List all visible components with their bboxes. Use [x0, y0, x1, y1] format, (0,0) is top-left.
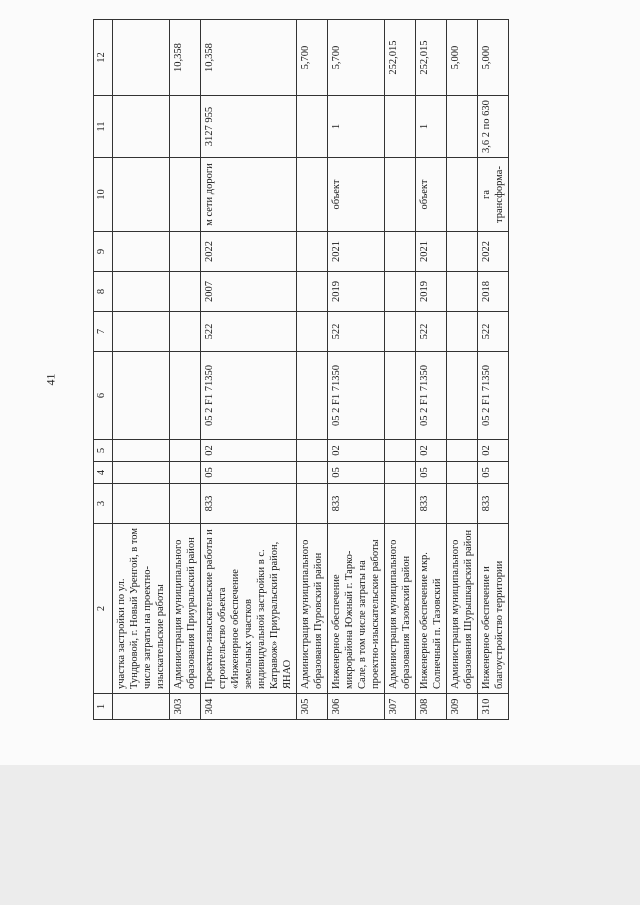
value-cell: [447, 484, 478, 524]
table-row: [328, 20, 385, 720]
row-number-cell: [113, 694, 170, 720]
value-cell: [447, 272, 478, 312]
header-cell: 12: [94, 20, 113, 96]
value-cell: объект: [416, 158, 447, 232]
table-row: [416, 20, 447, 720]
header-cell: 2: [94, 524, 113, 694]
item-name-cell: Проектно-изыскательские работы и строительство объекта «Инженерное обеспечение земельных участков индивидуальной застройки в с. Катравож» Приуральский район, ЯНАО: [201, 524, 297, 694]
item-name-cell: Инженерное обеспечение мкр. Солнечный п. Тазовский: [416, 524, 447, 694]
value-cell: м сети дороги: [201, 158, 297, 232]
value-cell: [113, 484, 170, 524]
value-cell: 02: [328, 440, 385, 462]
value-cell: 833: [478, 484, 509, 524]
value-cell: [113, 272, 170, 312]
value-cell: 10,358: [201, 20, 297, 96]
value-cell: [297, 232, 328, 272]
value-cell: 2019: [416, 272, 447, 312]
value-cell: [113, 440, 170, 462]
item-name-cell: Инженерное обеспечение и благоустройство территории: [478, 524, 509, 694]
value-cell: 833: [201, 484, 297, 524]
value-cell: [113, 158, 170, 232]
header-row: [94, 20, 113, 720]
table-row: [478, 20, 509, 720]
value-cell: [170, 96, 201, 158]
value-cell: 833: [328, 484, 385, 524]
item-name-cell: Администрация муниципального образования Тазовский район: [385, 524, 416, 694]
value-cell: [385, 96, 416, 158]
value-cell: 05 2 F1 71350: [478, 352, 509, 440]
value-cell: 02: [478, 440, 509, 462]
value-cell: [170, 440, 201, 462]
value-cell: [385, 484, 416, 524]
value-cell: 2021: [416, 232, 447, 272]
value-cell: 5,700: [328, 20, 385, 96]
value-cell: [297, 272, 328, 312]
value-cell: [170, 232, 201, 272]
value-cell: [297, 352, 328, 440]
value-cell: [170, 462, 201, 484]
value-cell: [447, 96, 478, 158]
table-row: [447, 20, 478, 720]
value-cell: [170, 272, 201, 312]
value-cell: 2007: [201, 272, 297, 312]
value-cell: 1: [416, 96, 447, 158]
value-cell: га трансформа-: [478, 158, 509, 232]
value-cell: 2022: [201, 232, 297, 272]
item-name-cell: Администрация муниципального образования Пуровский район: [297, 524, 328, 694]
value-cell: 05: [416, 462, 447, 484]
value-cell: [447, 312, 478, 352]
value-cell: 3127 955: [201, 96, 297, 158]
value-cell: 522: [416, 312, 447, 352]
table-row: [297, 20, 328, 720]
value-cell: 252,015: [416, 20, 447, 96]
value-cell: [447, 462, 478, 484]
header-cell: 6: [94, 352, 113, 440]
table-row: [385, 20, 416, 720]
value-cell: 3,6 2 по 630: [478, 96, 509, 158]
value-cell: 522: [478, 312, 509, 352]
value-cell: 2019: [328, 272, 385, 312]
row-number-cell: 307: [385, 694, 416, 720]
value-cell: 833: [416, 484, 447, 524]
header-cell: 8: [94, 272, 113, 312]
value-cell: 02: [201, 440, 297, 462]
value-cell: 522: [201, 312, 297, 352]
value-cell: [447, 232, 478, 272]
value-cell: [113, 232, 170, 272]
item-name-cell: Администрация муниципального образования Шурышкарский район: [447, 524, 478, 694]
row-number-cell: 305: [297, 694, 328, 720]
page-number: 41: [43, 373, 58, 386]
header-cell: 10: [94, 158, 113, 232]
table-row: [170, 20, 201, 720]
value-cell: 05 2 F1 71350: [201, 352, 297, 440]
value-cell: 10,358: [170, 20, 201, 96]
value-cell: объект: [328, 158, 385, 232]
budget-table: [93, 19, 509, 720]
value-cell: [447, 440, 478, 462]
value-cell: [297, 96, 328, 158]
value-cell: 5,000: [478, 20, 509, 96]
header-cell: 5: [94, 440, 113, 462]
value-cell: 2022: [478, 232, 509, 272]
value-cell: 522: [328, 312, 385, 352]
value-cell: 02: [416, 440, 447, 462]
item-name-cell: Администрация муниципального образования Приуральский район: [170, 524, 201, 694]
value-cell: [170, 158, 201, 232]
value-cell: [113, 20, 170, 96]
value-cell: 252,015: [385, 20, 416, 96]
value-cell: [113, 312, 170, 352]
value-cell: [385, 462, 416, 484]
value-cell: [385, 352, 416, 440]
value-cell: [385, 440, 416, 462]
value-cell: [297, 484, 328, 524]
value-cell: 05: [328, 462, 385, 484]
value-cell: [113, 352, 170, 440]
value-cell: [170, 352, 201, 440]
value-cell: [297, 312, 328, 352]
row-number-cell: 303: [170, 694, 201, 720]
value-cell: 05 2 F1 71350: [416, 352, 447, 440]
value-cell: [447, 352, 478, 440]
row-number-cell: 309: [447, 694, 478, 720]
table-row: [113, 20, 170, 720]
value-cell: [170, 312, 201, 352]
value-cell: [385, 232, 416, 272]
header-cell: 11: [94, 96, 113, 158]
rotated-table-wrapper: [93, 20, 611, 720]
value-cell: 5,700: [297, 20, 328, 96]
value-cell: 2018: [478, 272, 509, 312]
item-name-cell: участка застройки по ул. Тундровой, г. Новый Уренгой, в том числе затраты на проектно-изыскательские работы: [113, 524, 170, 694]
value-cell: [297, 462, 328, 484]
value-cell: [447, 158, 478, 232]
item-name-cell: Инженерное обеспечение микрорайона Южный г. Тарко-Сале, в том числе затраты на проектно-изыскательские работы: [328, 524, 385, 694]
header-cell: 4: [94, 462, 113, 484]
row-number-cell: 306: [328, 694, 385, 720]
row-number-cell: 310: [478, 694, 509, 720]
value-cell: 2021: [328, 232, 385, 272]
value-cell: [385, 312, 416, 352]
value-cell: 5,000: [447, 20, 478, 96]
table-row: [201, 20, 297, 720]
value-cell: 1: [328, 96, 385, 158]
value-cell: [113, 462, 170, 484]
header-cell: 9: [94, 232, 113, 272]
value-cell: 05: [201, 462, 297, 484]
value-cell: [385, 158, 416, 232]
value-cell: [385, 272, 416, 312]
header-cell: 3: [94, 484, 113, 524]
header-cell: 1: [94, 694, 113, 720]
header-cell: 7: [94, 312, 113, 352]
value-cell: 05: [478, 462, 509, 484]
row-number-cell: 304: [201, 694, 297, 720]
value-cell: [170, 484, 201, 524]
row-number-cell: 308: [416, 694, 447, 720]
value-cell: [297, 440, 328, 462]
value-cell: [297, 158, 328, 232]
value-cell: [113, 96, 170, 158]
value-cell: 05 2 F1 71350: [328, 352, 385, 440]
